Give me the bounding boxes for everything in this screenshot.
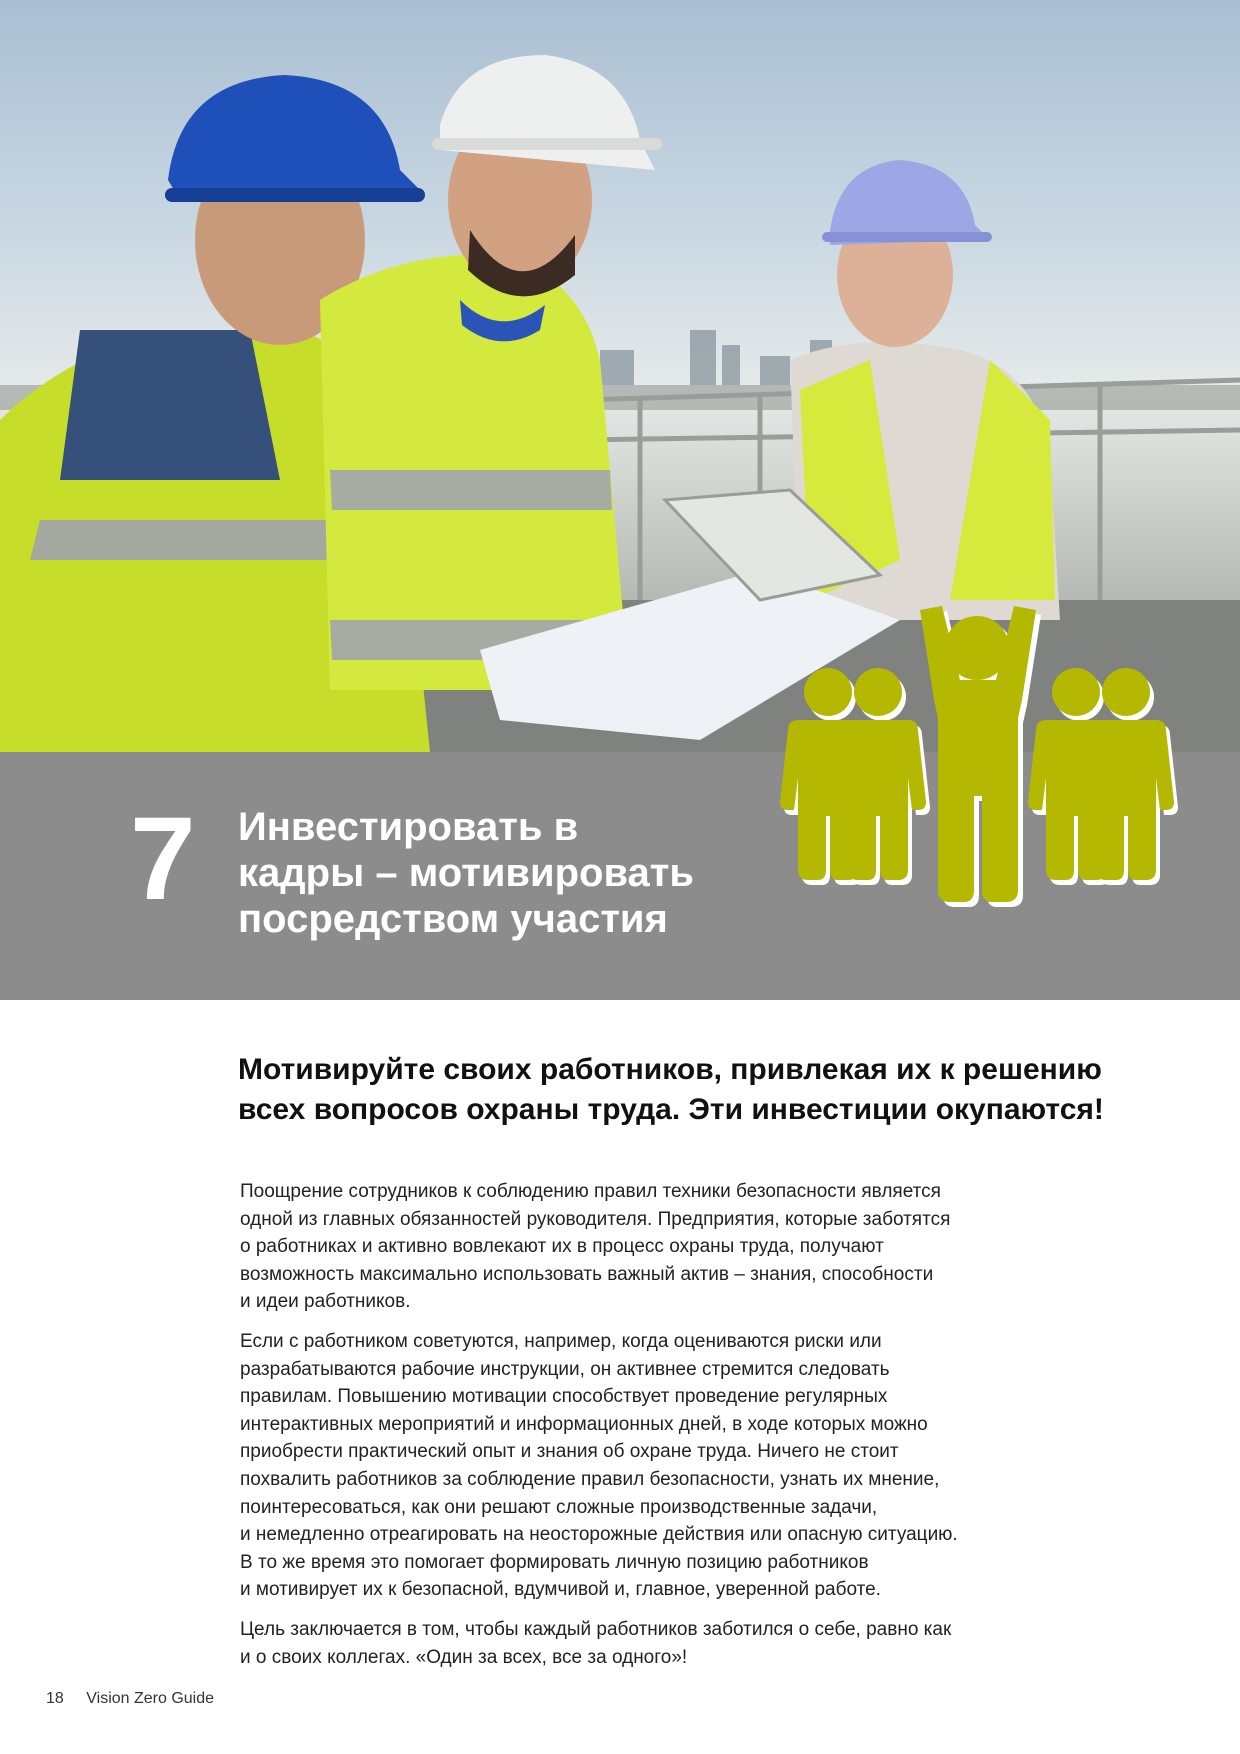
text-line: поинтересоваться, как они решают сложные производственные задачи, (240, 1496, 878, 1518)
section-subtitle (238, 1050, 1168, 1130)
text-line: Если с работником советуются, например, когда оцениваются риски или (240, 1330, 882, 1352)
page-footer (46, 1690, 214, 1708)
team-pictogram-icon (770, 600, 1190, 910)
chapter-title (238, 804, 798, 942)
text-line: разрабатываются рабочие инструкции, он активнее стремится следовать (240, 1358, 890, 1380)
body-text (240, 1178, 1000, 1683)
text-line: и о своих коллегах. «Один за всех, все за одного»! (240, 1646, 688, 1668)
page-number: 18 (46, 1690, 64, 1707)
text-line: интерактивных мероприятий и информационных дней, в ходе которых можно (240, 1413, 928, 1435)
text-line: и немедленно отреагировать на неосторожные действия или опасную ситуацию. (240, 1524, 958, 1546)
chapter-title-line: кадры – мотивировать (238, 851, 694, 895)
subtitle-line: всех вопросов охраны труда. Эти инвестиции окупаются! (238, 1093, 1104, 1126)
text-line: и идеи работников. (240, 1291, 411, 1313)
text-line: похвалить работников за соблюдение правил безопасности, узнать их мнение, (240, 1468, 940, 1490)
text-line: Цель заключается в том, чтобы каждый работников заботился о себе, равно как (240, 1618, 952, 1640)
chapter-title-line: посредством участия (238, 897, 668, 941)
text-line: и мотивирует их к безопасной, вдумчивой и, главное, уверенной работе. (240, 1579, 881, 1601)
text-line: правилам. Повышению мотивации способствует проведение регулярных (240, 1386, 888, 1408)
guide-name: Vision Zero Guide (86, 1690, 215, 1707)
paragraph-2 (240, 1328, 1000, 1604)
text-line: Поощрение сотрудников к соблюдению правил техники безопасности является (240, 1181, 941, 1202)
text-line: о работниках и активно вовлекают их в процесс охраны труда, получают (240, 1236, 884, 1258)
paragraph-3 (240, 1616, 1000, 1671)
text-line: В то же время это помогает формировать личную позицию работников (240, 1551, 869, 1573)
text-line: одной из главных обязанностей руководителя. Предприятия, которые заботятся (240, 1208, 951, 1230)
text-line: возможность максимально использовать важный актив – знания, способности (240, 1263, 934, 1285)
chapter-number: 7 (130, 793, 196, 925)
subtitle-line: Мотивируйте своих работников, привлекая их к решению (238, 1053, 1102, 1086)
text-line: приобрести практический опыт и знания об охране труда. Ничего не стоит (240, 1441, 899, 1463)
chapter-title-line: Инвестировать в (238, 805, 579, 849)
paragraph-1 (240, 1178, 1000, 1316)
